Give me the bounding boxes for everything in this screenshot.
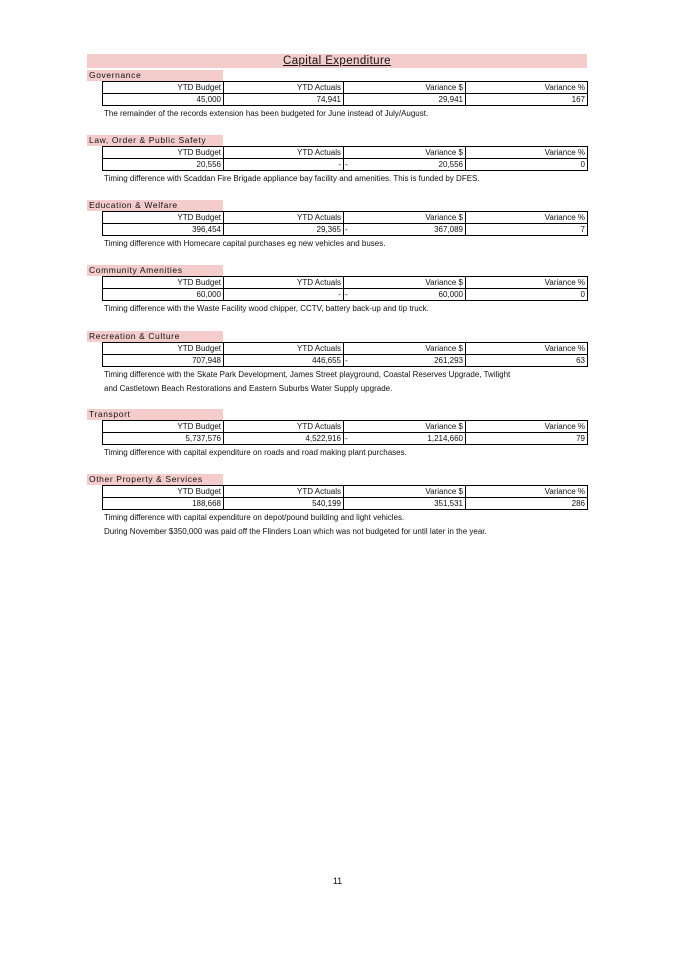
ytd-budget-value: 60,000 [103, 289, 224, 301]
value-row [103, 94, 588, 106]
explanation-note: The remainder of the records extension has been budgeted for June instead of July/August. [104, 109, 429, 118]
col-header-variance-percent: Variance % [466, 147, 588, 159]
header-row [103, 343, 588, 355]
section-heading: Education & Welfare [87, 200, 223, 211]
explanation-note: and Castletown Beach Restorations and Eastern Suburbs Water Supply upgrade. [104, 384, 393, 393]
ytd-budget-value: 707,948 [103, 355, 224, 367]
col-header-variance-percent: Variance % [466, 212, 588, 224]
value-row [103, 159, 588, 171]
ytd-budget-value: 188,668 [103, 498, 224, 510]
section-heading: Community Amenities [87, 265, 223, 276]
section-education-welfare [87, 200, 589, 250]
col-header-ytd-budget: YTD Budget [103, 486, 224, 498]
explanation-note: Timing difference with capital expenditure on depot/pound building and light vehicles. [104, 513, 405, 522]
section-other-property-services [87, 474, 589, 538]
variance-dollars-value: 20,556 [438, 160, 463, 169]
ytd-actuals-value: - [224, 289, 344, 301]
col-header-ytd-budget: YTD Budget [103, 212, 224, 224]
header-row [103, 82, 588, 94]
value-row [103, 498, 588, 510]
ytd-actuals-value: 74,941 [224, 94, 344, 106]
variance-dollars-cell [344, 159, 466, 171]
col-header-ytd-budget: YTD Budget [103, 343, 224, 355]
header-row [103, 277, 588, 289]
ytd-actuals-value: 540,199 [224, 498, 344, 510]
ytd-actuals-value: - [224, 159, 344, 171]
variance-dollars-cell [344, 94, 466, 106]
section-heading: Other Property & Services [87, 474, 223, 485]
variance-dollars-cell [344, 498, 466, 510]
ytd-actuals-value: 29,365 [224, 224, 344, 236]
variance-dollars-cell [344, 289, 466, 301]
col-header-ytd-actuals: YTD Actuals [224, 82, 344, 94]
ytd-budget-value: 45,000 [103, 94, 224, 106]
negative-marker: - [345, 356, 348, 365]
section-heading: Transport [87, 409, 223, 420]
explanation-note: Timing difference with the Waste Facility wood chipper, CCTV, battery back-up and tip truck. [104, 304, 429, 313]
ytd-budget-value: 20,556 [103, 159, 224, 171]
ytd-budget-value: 396,454 [103, 224, 224, 236]
figures-table [102, 211, 588, 236]
col-header-variance-dollars: Variance $ [344, 343, 466, 355]
ytd-actuals-value: 446,655 [224, 355, 344, 367]
page-title: Capital Expenditure [283, 55, 391, 67]
col-header-variance-dollars: Variance $ [344, 486, 466, 498]
explanation-note: Timing difference with Scaddan Fire Brigade appliance bay facility and amenities. This is funded by DFES. [104, 174, 480, 183]
col-header-ytd-budget: YTD Budget [103, 147, 224, 159]
col-header-variance-dollars: Variance $ [344, 277, 466, 289]
value-row [103, 433, 588, 445]
col-header-ytd-budget: YTD Budget [103, 421, 224, 433]
figures-table [102, 342, 588, 367]
variance-percent-value: 63 [466, 355, 588, 367]
variance-dollars-value: 1,214,660 [427, 434, 463, 443]
col-header-variance-dollars: Variance $ [344, 147, 466, 159]
variance-dollars-value: 261,293 [434, 356, 463, 365]
figures-table [102, 146, 588, 171]
section-heading: Recreation & Culture [87, 331, 223, 342]
value-row [103, 224, 588, 236]
section-governance [87, 70, 589, 120]
figures-table [102, 420, 588, 445]
col-header-variance-dollars: Variance $ [344, 212, 466, 224]
variance-percent-value: 79 [466, 433, 588, 445]
variance-percent-value: 0 [466, 159, 588, 171]
col-header-ytd-actuals: YTD Actuals [224, 277, 344, 289]
col-header-variance-percent: Variance % [466, 82, 588, 94]
header-row [103, 212, 588, 224]
section-recreation-culture [87, 331, 589, 395]
negative-marker: - [345, 225, 348, 234]
figures-table [102, 276, 588, 301]
page-number: 11 [332, 876, 343, 886]
section-law-order-public-safety [87, 135, 589, 185]
figures-table [102, 81, 588, 106]
col-header-variance-percent: Variance % [466, 421, 588, 433]
value-row [103, 355, 588, 367]
variance-percent-value: 286 [466, 498, 588, 510]
ytd-actuals-value: 4,522,916 [224, 433, 344, 445]
section-community-amenities [87, 265, 589, 315]
col-header-variance-percent: Variance % [466, 486, 588, 498]
variance-percent-value: 7 [466, 224, 588, 236]
section-transport [87, 409, 589, 459]
col-header-ytd-budget: YTD Budget [103, 82, 224, 94]
col-header-variance-percent: Variance % [466, 343, 588, 355]
section-heading: Law, Order & Public Safety [87, 135, 223, 146]
variance-dollars-value: 367,089 [434, 225, 463, 234]
col-header-ytd-actuals: YTD Actuals [224, 147, 344, 159]
explanation-note: Timing difference with Homecare capital purchases eg new vehicles and buses. [104, 239, 386, 248]
variance-dollars-value: 60,000 [438, 290, 463, 299]
col-header-variance-percent: Variance % [466, 277, 588, 289]
variance-dollars-cell [344, 433, 466, 445]
figures-table [102, 485, 588, 510]
value-row [103, 289, 588, 301]
explanation-note: Timing difference with capital expenditure on roads and road making plant purchases. [104, 448, 407, 457]
explanation-note: During November $350,000 was paid off the Flinders Loan which was not budgeted for until later in the year. [104, 527, 487, 536]
negative-marker: - [345, 434, 348, 443]
variance-dollars-cell [344, 224, 466, 236]
header-row [103, 486, 588, 498]
col-header-ytd-actuals: YTD Actuals [224, 343, 344, 355]
col-header-ytd-actuals: YTD Actuals [224, 212, 344, 224]
variance-dollars-value: 29,941 [438, 95, 463, 104]
col-header-ytd-actuals: YTD Actuals [224, 486, 344, 498]
variance-dollars-value: 351,531 [434, 499, 463, 508]
variance-dollars-cell [344, 355, 466, 367]
col-header-variance-dollars: Variance $ [344, 82, 466, 94]
ytd-budget-value: 5,737,576 [103, 433, 224, 445]
col-header-ytd-budget: YTD Budget [103, 277, 224, 289]
col-header-ytd-actuals: YTD Actuals [224, 421, 344, 433]
col-header-variance-dollars: Variance $ [344, 421, 466, 433]
explanation-note: Timing difference with the Skate Park Development, James Street playground, Coastal Reserves Upgrade, Twilight [104, 370, 511, 379]
header-row [103, 147, 588, 159]
variance-percent-value: 0 [466, 289, 588, 301]
negative-marker: - [345, 160, 348, 169]
variance-percent-value: 167 [466, 94, 588, 106]
negative-marker: - [345, 290, 348, 299]
section-heading: Governance [87, 70, 223, 81]
header-row [103, 421, 588, 433]
